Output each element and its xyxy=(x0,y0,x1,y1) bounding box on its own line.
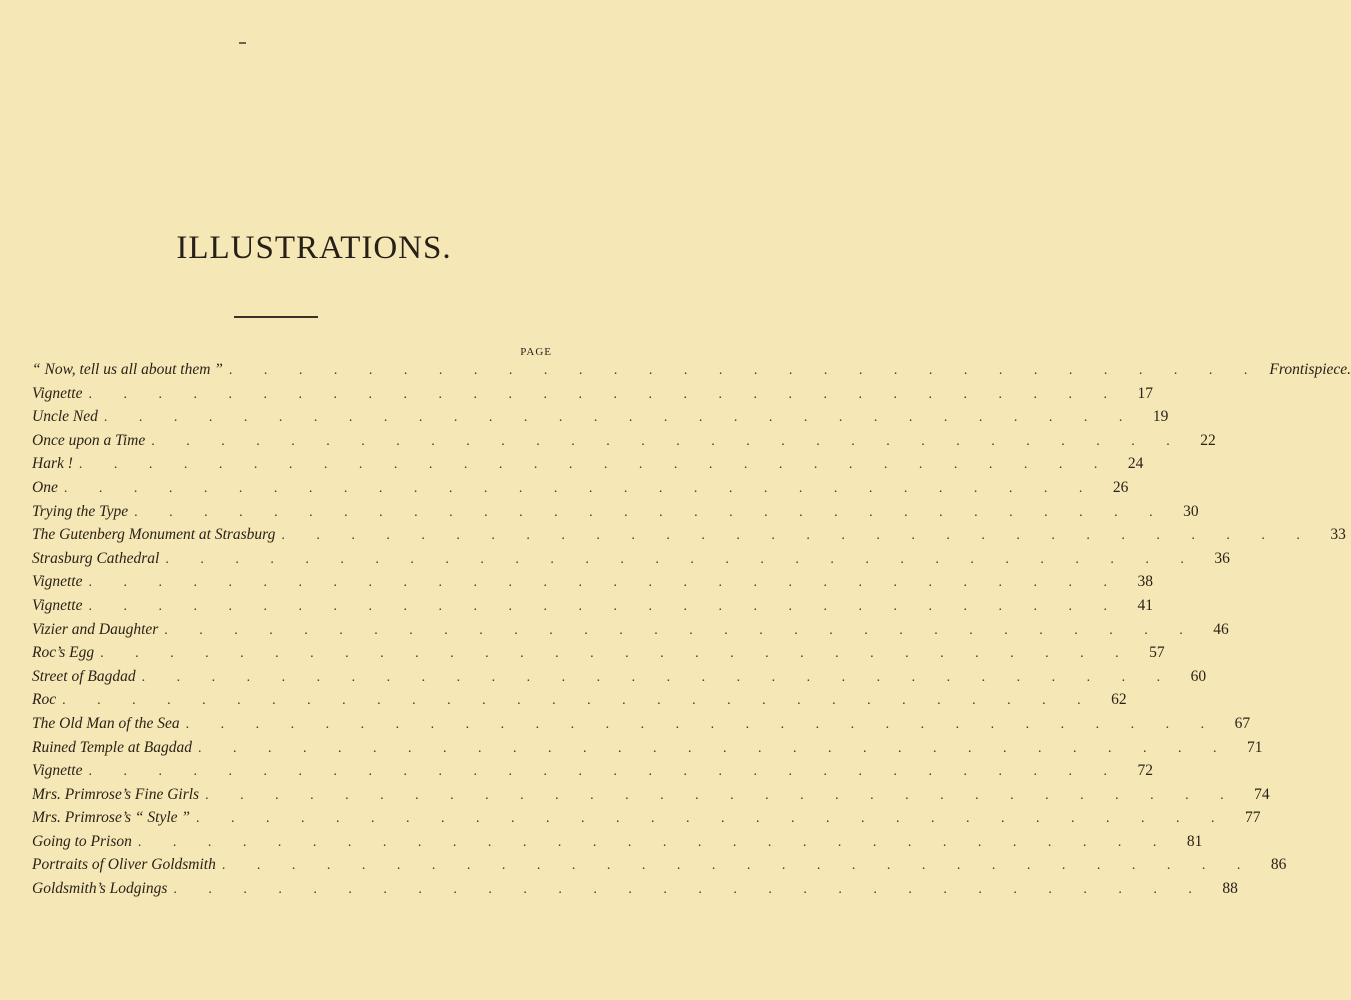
leader-dots: . . . . . . . . . . . . . . . . . . . . . . . . . . . . . . xyxy=(88,764,1121,780)
illustration-title: Vignette xyxy=(32,759,89,783)
illustration-title: Portraits of Oliver Goldsmith xyxy=(32,853,222,877)
illustration-title: Uncle Ned xyxy=(32,405,104,429)
page-number: 17 xyxy=(1121,382,1153,406)
list-item xyxy=(32,547,1230,571)
leader-dots: . . . . . . . . . . . . . . . . . . . . . . . . . . . . . . xyxy=(198,740,1231,756)
page-number: 46 xyxy=(1197,618,1229,642)
page-number: 86 xyxy=(1254,853,1286,877)
page-number: 77 xyxy=(1229,806,1261,830)
page-number: 72 xyxy=(1121,759,1153,783)
illustration-title: “ Now, tell us all about them ” xyxy=(32,358,229,382)
page-column-label: PAGE xyxy=(520,346,552,358)
leader-dots: . . . . . . . . . . . . . . . . . . . . . . . . . . . . . . xyxy=(165,551,1198,567)
list-item xyxy=(32,759,1153,783)
illustration-title: Going to Prison xyxy=(32,830,138,854)
illustration-title: Vizier and Daughter xyxy=(32,618,164,642)
page-number: 26 xyxy=(1096,476,1128,500)
list-item xyxy=(32,405,1169,429)
title-rule xyxy=(234,316,318,318)
page-number: 19 xyxy=(1136,405,1168,429)
leader-dots: . . . . . . . . . . . . . . . . . . . . . . . . . . . . . . xyxy=(63,480,1097,496)
page-number: 88 xyxy=(1206,877,1238,901)
illustrations-list xyxy=(32,358,1351,901)
page-number: 24 xyxy=(1111,452,1143,476)
illustration-title: Strasburg Cathedral xyxy=(32,547,165,571)
page-number: 60 xyxy=(1174,665,1206,689)
illustration-title: Trying the Type xyxy=(32,500,134,524)
list-item xyxy=(32,618,1229,642)
illustration-title: One xyxy=(32,476,64,500)
list-item xyxy=(32,476,1129,500)
illustration-title: Goldsmith’s Lodgings xyxy=(32,877,173,901)
leader-dots: . . . . . . . . . . . . . . . . . . . . . . . . . . . . . . xyxy=(134,504,1167,520)
leader-dots: . . . . . . . . . . . . . . . . . . . . . . . . . . . . . . xyxy=(151,433,1184,449)
leader-dots: . . . . . . . . . . . . . . . . . . . . . . . . . . . . . . xyxy=(281,528,1314,544)
illustration-title: Mrs. Primrose’s “ Style ” xyxy=(32,806,196,830)
list-item xyxy=(32,523,1346,547)
list-item xyxy=(32,783,1270,807)
leader-dots: . . . . . . . . . . . . . . . . . . . . . . . . . . . . . . xyxy=(164,622,1197,638)
leader-dots: . . . . . . . . . . . . . . . . . . . . . . . . . . . . . . xyxy=(88,575,1121,591)
page-number: 36 xyxy=(1198,547,1230,571)
printer-mark xyxy=(239,42,246,44)
list-item xyxy=(32,712,1251,736)
illustration-title: Street of Bagdad xyxy=(32,665,142,689)
illustration-title: Ruined Temple at Bagdad xyxy=(32,736,198,760)
illustration-title: Mrs. Primrose’s Fine Girls xyxy=(32,783,205,807)
illustration-title: The Gutenberg Monument at Strasburg xyxy=(32,523,281,547)
leader-dots: . . . . . . . . . . . . . . . . . . . . . . . . . . . . . . xyxy=(185,716,1219,732)
page-number: Frontispiece. xyxy=(1261,358,1293,382)
list-item xyxy=(32,641,1165,665)
leader-dots: . . . . . . . . . . . . . . . . . . . . . . . . . . . . . . xyxy=(88,386,1121,402)
page-number: 30 xyxy=(1167,500,1199,524)
illustration-title: Vignette xyxy=(32,570,89,594)
illustration-title: The Old Man of the Sea xyxy=(32,712,186,736)
list-item xyxy=(32,806,1261,830)
list-item xyxy=(32,877,1238,901)
leader-dots: . . . . . . . . . . . . . . . . . . . . . . . . . . . . . . xyxy=(88,598,1121,614)
list-item xyxy=(32,358,1351,382)
page-title: ILLUSTRATIONS. xyxy=(176,230,452,266)
illustration-title: Roc xyxy=(32,688,62,712)
leader-dots: . . . . . . . . . . . . . . . . . . . . . . . . . . . . . . xyxy=(228,363,1262,378)
illustration-title: Hark ! xyxy=(32,452,79,476)
list-item xyxy=(32,665,1207,689)
list-item xyxy=(32,853,1287,877)
list-item xyxy=(32,452,1144,476)
page-number: 71 xyxy=(1231,736,1263,760)
page-number: 67 xyxy=(1218,712,1250,736)
page-number: 33 xyxy=(1314,523,1346,547)
leader-dots: . . . . . . . . . . . . . . . . . . . . . . . . . . . . . . xyxy=(137,834,1171,850)
page-number: 62 xyxy=(1095,688,1127,712)
leader-dots: . . . . . . . . . . . . . . . . . . . . . . . . . . . . . . xyxy=(173,882,1206,898)
list-item xyxy=(32,688,1127,712)
leader-dots: . . . . . . . . . . . . . . . . . . . . . . . . . . . . . . xyxy=(62,693,1095,709)
list-item xyxy=(32,594,1153,618)
illustration-title: Roc’s Egg xyxy=(32,641,100,665)
leader-dots: . . . . . . . . . . . . . . . . . . . . . . . . . . . . . . xyxy=(196,811,1229,827)
leader-dots: . . . . . . . . . . . . . . . . . . . . . . . . . . . . . . xyxy=(103,410,1137,426)
illustration-title: Vignette xyxy=(32,382,89,406)
list-item xyxy=(32,830,1203,854)
leader-dots: . . . . . . . . . . . . . . . . . . . . . . . . . . . . . . xyxy=(205,787,1238,803)
list-item xyxy=(32,570,1153,594)
leader-dots: . . . . . . . . . . . . . . . . . . . . . . . . . . . . . . xyxy=(141,669,1175,685)
leader-dots: . . . . . . . . . . . . . . . . . . . . . . . . . . . . . . xyxy=(100,646,1133,662)
page-number: 41 xyxy=(1121,594,1153,618)
illustration-title: Vignette xyxy=(32,594,89,618)
list-item xyxy=(32,736,1263,760)
page-number: 38 xyxy=(1121,570,1153,594)
list-item xyxy=(32,429,1216,453)
page-number: 57 xyxy=(1133,641,1165,665)
list-item xyxy=(32,382,1153,406)
leader-dots: . . . . . . . . . . . . . . . . . . . . . . . . . . . . . . xyxy=(78,457,1112,473)
list-item xyxy=(32,500,1199,524)
page-number: 81 xyxy=(1170,830,1202,854)
page-number: 22 xyxy=(1184,429,1216,453)
illustration-title: Once upon a Time xyxy=(32,429,151,453)
leader-dots: . . . . . . . . . . . . . . . . . . . . . . . . . . . . . . xyxy=(221,858,1255,874)
page-number: 74 xyxy=(1238,783,1270,807)
